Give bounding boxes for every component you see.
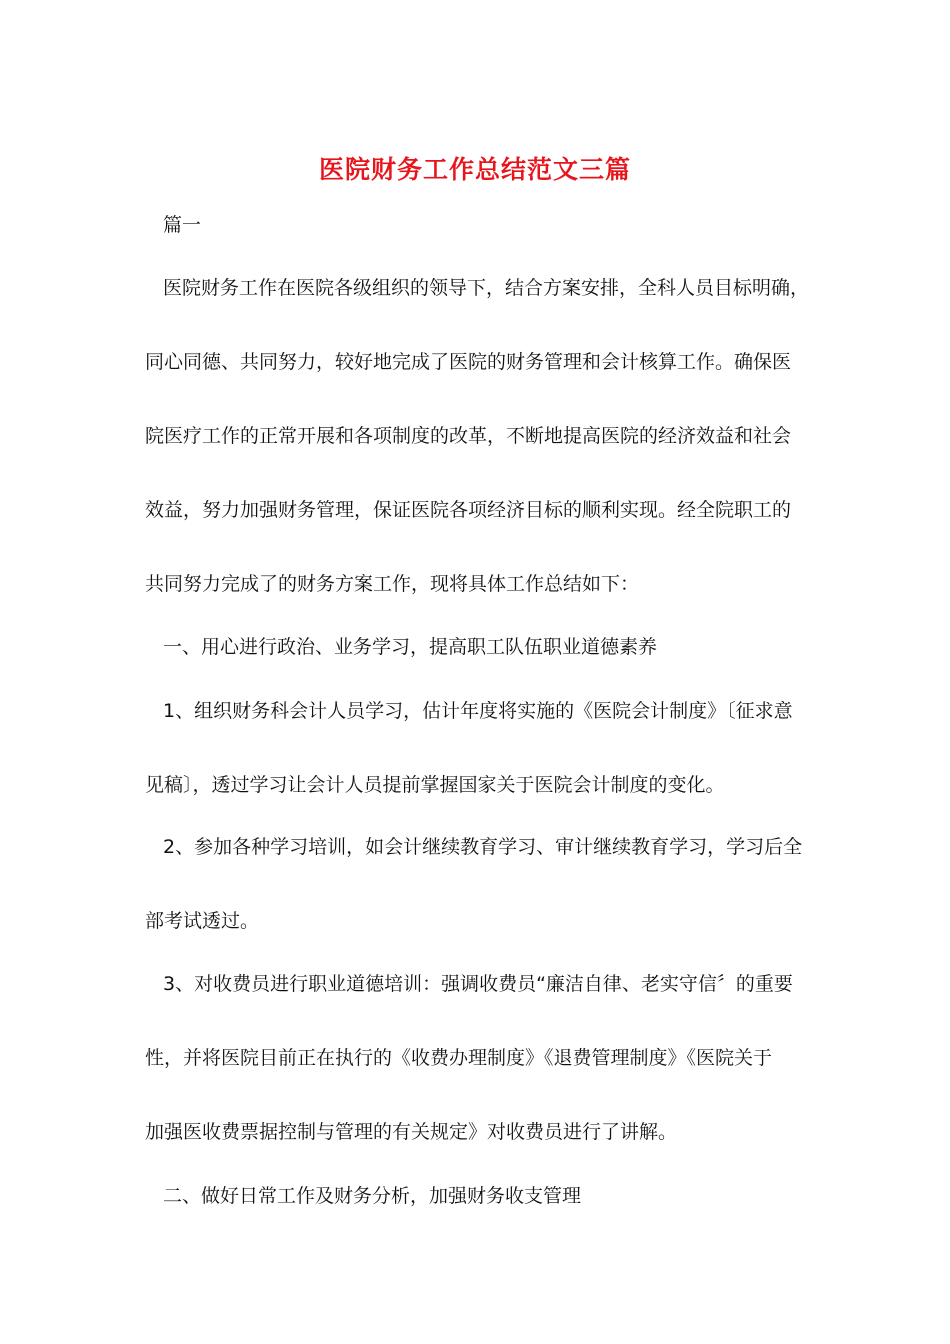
- paragraph-line: 共同努力完成了的财务方案工作，现将具体工作总结如下：: [145, 573, 640, 595]
- list-item-2-line: 2、参加各种学习培训，如会计继续教育学习、审计继续教育学习，学习后全: [163, 836, 803, 858]
- list-item-3-line: 加强医收费票据控制与管理的有关规定》对收费员进行了讲解。: [145, 1121, 678, 1143]
- document-title: 医院财务工作总结范文三篇: [318, 155, 631, 184]
- paragraph-line: 院医疗工作的正常开展和各项制度的改革，不断地提高医院的经济效益和社会: [145, 425, 792, 447]
- list-item-3-line: 3、对收费员进行职业道德培训：强调收费员“廉洁自律、老实守信〞的重要: [163, 973, 793, 995]
- paragraph-line: 同心同德、共同努力，较好地完成了医院的财务管理和会计核算工作。确保医: [145, 351, 792, 373]
- section-heading-one: 一、用心进行政治、业务学习，提高职工队伍职业道德素养: [163, 636, 658, 658]
- list-item-2-line: 部考试透过。: [145, 910, 260, 932]
- list-item-1-line: 1、组织财务科会计人员学习，估计年度将实施的《医院会计制度》〔征求意: [163, 700, 793, 722]
- section-heading-two: 二、做好日常工作及财务分析，加强财务收支管理: [163, 1185, 582, 1207]
- list-item-3-line: 性，并将医院目前正在执行的《收费办理制度》《退费管理制度》《医院关于: [145, 1047, 773, 1069]
- paragraph-line: 医院财务工作在医院各级组织的领导下，结合方案安排，全科人员目标明确，: [163, 277, 810, 299]
- list-item-1-line: 见稿〕，透过学习让会计人员提前掌握国家关于医院会计制度的变化。: [145, 774, 725, 796]
- paragraph-line: 效益，努力加强财务管理，保证医院各项经济目标的顺利实现。经全院职工的: [145, 499, 792, 521]
- section-heading-part-one: 篇一: [163, 214, 202, 236]
